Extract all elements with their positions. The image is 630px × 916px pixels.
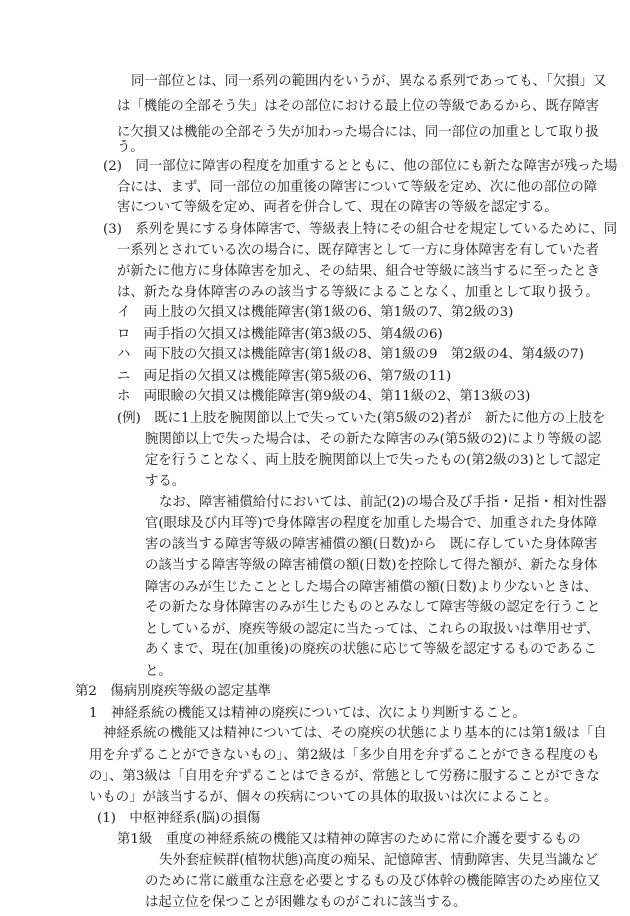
text-line: 腕関節以上で失った場合は、その新たな障害のみ(第5級の2)により等級の認	[145, 431, 601, 447]
text-line: する。	[145, 473, 186, 489]
text-line: と。	[145, 663, 172, 679]
list-item: ニ 両足指の欠損又は機能障害(第5級の6、第7級の11)	[117, 368, 452, 384]
text-line: (2) 同一部位に障害の程度を加重するとともに、他の部位にも新たな障害が残った場	[103, 159, 618, 175]
text-line: その新たな身体障害のみが生じたものとみなして障害等級の認定を行うこと	[145, 600, 601, 616]
text-line: 同一部位とは、同一系列の範囲内をいうが、異なる系列であっても、「欠損」又	[131, 74, 607, 89]
text-line: う。	[117, 139, 144, 155]
item-heading: (1) 中枢神経系(脳)の損傷	[97, 810, 261, 826]
text-line: 合には、まず、同一部位の加重後の障害について等級を定め、次に他の部位の障	[117, 179, 598, 195]
text-line: (例) 既に1上肢を腕関節以上で失っていた(第5級の2)者が 新たに他方の上肢を	[117, 411, 606, 427]
list-item: ロ 両手指の欠損又は機能障害(第3級の5、第4級の6)	[117, 326, 443, 342]
text-line: は起立位を保つことが困難なものがこれに該当する。	[145, 895, 467, 910]
text-line: 用を弁ずることができないもの」、第2級は「多少自用を弁ずることができる程度のも	[89, 748, 600, 764]
text-line: の」、第3級は「自用を弁ずることはできるが、常態として労務に服することができな	[89, 768, 600, 784]
text-line: 害について等級を定め、両者を併合して、現在の障害の等級を認定する。	[117, 200, 558, 216]
text-line: 障害のみが生じたこととした場合の障害補償の額(日数)より少ないときは、	[145, 579, 598, 595]
text-line: 一系列とされている次の場合に、既存障害として一方に身体障害を有していた者	[117, 242, 600, 258]
text-line: 官(眼球及び内耳等)で身体障害の程度を加重した場合で、加重された身体障	[145, 515, 598, 531]
text-line: は「機能の全部そう失」はその部位における最上位の等級であるから、既存障害	[117, 99, 600, 115]
text-line: に欠損又は機能の全部そう失が加わった場合には、同一部位の加重として取り扱	[117, 124, 599, 140]
text-line: のために常に厳重な注意を必要とするもの及び体幹の機能障害のため座位又	[145, 874, 601, 890]
text-line: 神経系統の機能又は精神については、その廃疾の状態により基本的には第1級は「自	[103, 726, 607, 742]
text-line: (3) 系列を異にする身体障害で、等級表上特にその組合せを規定しているために、同	[103, 221, 618, 237]
text-line: としているが、廃疾等級の認定に当たっては、これらの取扱いは準用せず、	[145, 621, 600, 637]
text-line: いもの」が該当するが、個々の疾病についての具体的取扱いは次によること。	[89, 790, 558, 806]
list-item: ハ 両下肢の欠損又は機能障害(第1級の8、第1級の9 第2級の4、第4級の7)	[117, 347, 584, 363]
text-line: が新たに他方に身体障害を加え、その結果、組合せ等級に該当するに至ったとき	[117, 264, 600, 280]
text-line: 定を行うことなく、両上肢を腕関節以上で失ったもの(第2級の3)として認定	[145, 453, 601, 469]
text-line: なお、障害補償給付においては、前記(2)の場合及び手指・足指・相対性器	[159, 495, 607, 511]
text-line: 失外套症候群(植物状態)高度の痴呆、記憶障害、情動障害、失見当識など	[159, 852, 598, 868]
list-item: ホ 両眼瞼の欠損又は機能障害(第9級の4、第11級の2、第13級の3)	[117, 389, 531, 405]
subsection-heading: 1 神経系統の機能又は精神の廃疾については、次により判断すること。	[89, 705, 526, 721]
grade-heading: 第1級 重度の神経系統の機能又は精神の障害のために常に介護を要するもの	[117, 832, 581, 848]
text-line: の該当する障害等級の障害補償の額(日数)を控除して得た額が、新たな身体	[145, 557, 598, 573]
text-line: あくまで、現在(加重後)の廃疾の状態に応じて等級を認定するものであるこ	[145, 642, 598, 658]
section-heading: 第2 傷病別廃疾等級の認定基準	[75, 684, 271, 700]
text-line: は、新たな身体障害のみの該当する等級によることなく、加重として取り扱う。	[117, 284, 599, 300]
list-item: イ 両上肢の欠損又は機能障害(第1級の6、第1級の7、第2級の3)	[117, 305, 514, 321]
text-line: 害の該当する障害等級の障害補償の額(日数)から 既に存していた身体障害	[145, 537, 598, 553]
